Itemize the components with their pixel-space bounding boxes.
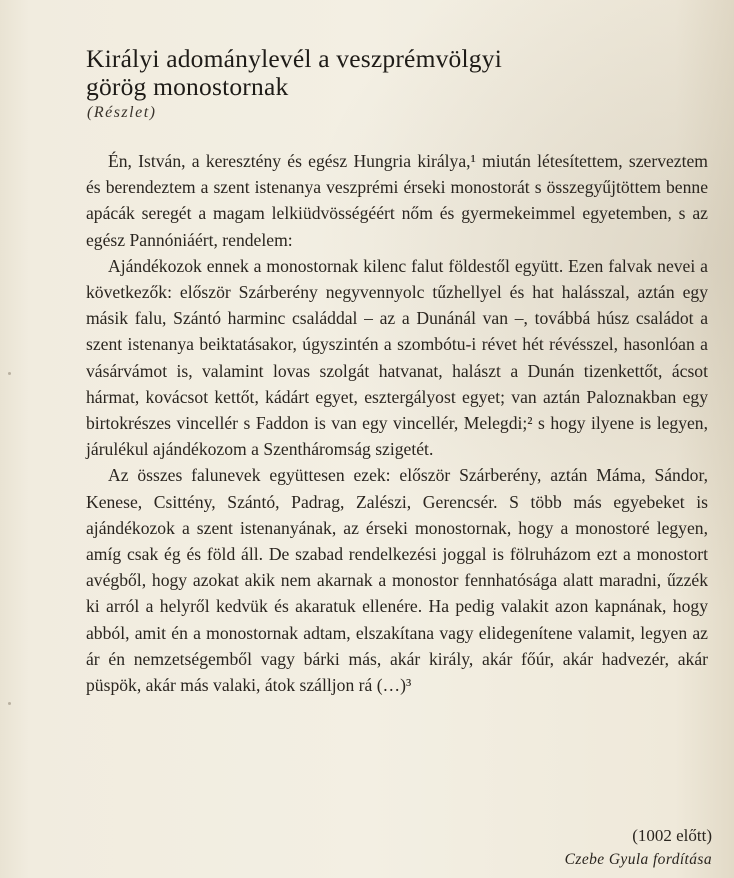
document-body bbox=[86, 148, 708, 698]
paragraph-2: Ajándékozok ennek a monostornak kilenc falut földestől együtt. Ezen falvak nevei a következők: először Szárberény negyvennyolc tűzhellyel és hat halásszal, aztán egy másik falu, Szántó harminc családdal – az a Dunánál van –, továbbá húsz családot a szent istenanya beiktatásakor, úgyszintén a szombótu-i révet hét révésszel, hasonlóan a vásárvámot is, valamint lovas szolgát hatvanat, halászt a Dunán tizenkettőt, ácsot hármat, kovácsot kettőt, kádárt egyet, esztergályost egyet; van aztán Paloznakban egy birtokrészes vincellér s Faddon is van egy vincellér, Melegdi;² s hogy ilyene is legyen, járulékul ajándékozom a Szentháromság szigetét. bbox=[86, 255, 708, 460]
document-title bbox=[86, 45, 502, 101]
page-speck bbox=[8, 372, 11, 375]
document-date: (1002 előtt) bbox=[632, 826, 712, 845]
title-line-1: Királyi adománylevél a veszprémvölgyi bbox=[86, 44, 502, 73]
title-line-2: görög monostornak bbox=[86, 72, 289, 101]
paragraph-3: Az összes falunevek együttesen ezek: először Szárberény, aztán Máma, Sándor, Kenese, Csittény, Szántó, Padrag, Zalészi, Gerencsér. S több más egyebeket is ajándékozok a szent istenanyának, az érseki monostornak, hogy a monostoré legyen, amíg csak ég és föld áll. De szabad rendelkezési joggal is fölruházom ezt a monostort avégből, hogy azokat akik nem akarnak a monostor fennhatósága alatt maradni, űzzék ki arról a helyről kedvük és akaratuk ellenére. Ha pedig valakit azon kapnának, hogy abból, amit én a monostornak adtam, elszakítana vagy elidegenítene valamit, legyen az ár én nemzetségemből vagy bárki más, akár király, akár főúr, akár hadvezér, akár püspök, akár más valaki, átok szálljon rá (…)³ bbox=[86, 465, 708, 696]
page-speck bbox=[8, 702, 11, 705]
paragraph-1: Én, István, a keresztény és egész Hungria királya,¹ miután létesítettem, szerveztem és berendeztem a szent istenanya veszprémi érseki monostorát s összegyűjtöttem benne apácák seregét a magam lelkiüdvösségéért nőm és gyermekeimmel egyetemben, s az egész Pannóniáért, rendelem: bbox=[86, 151, 708, 250]
document-subtitle: (Részlet) bbox=[87, 104, 157, 121]
translator-credit: Czebe Gyula fordítása bbox=[564, 851, 712, 868]
